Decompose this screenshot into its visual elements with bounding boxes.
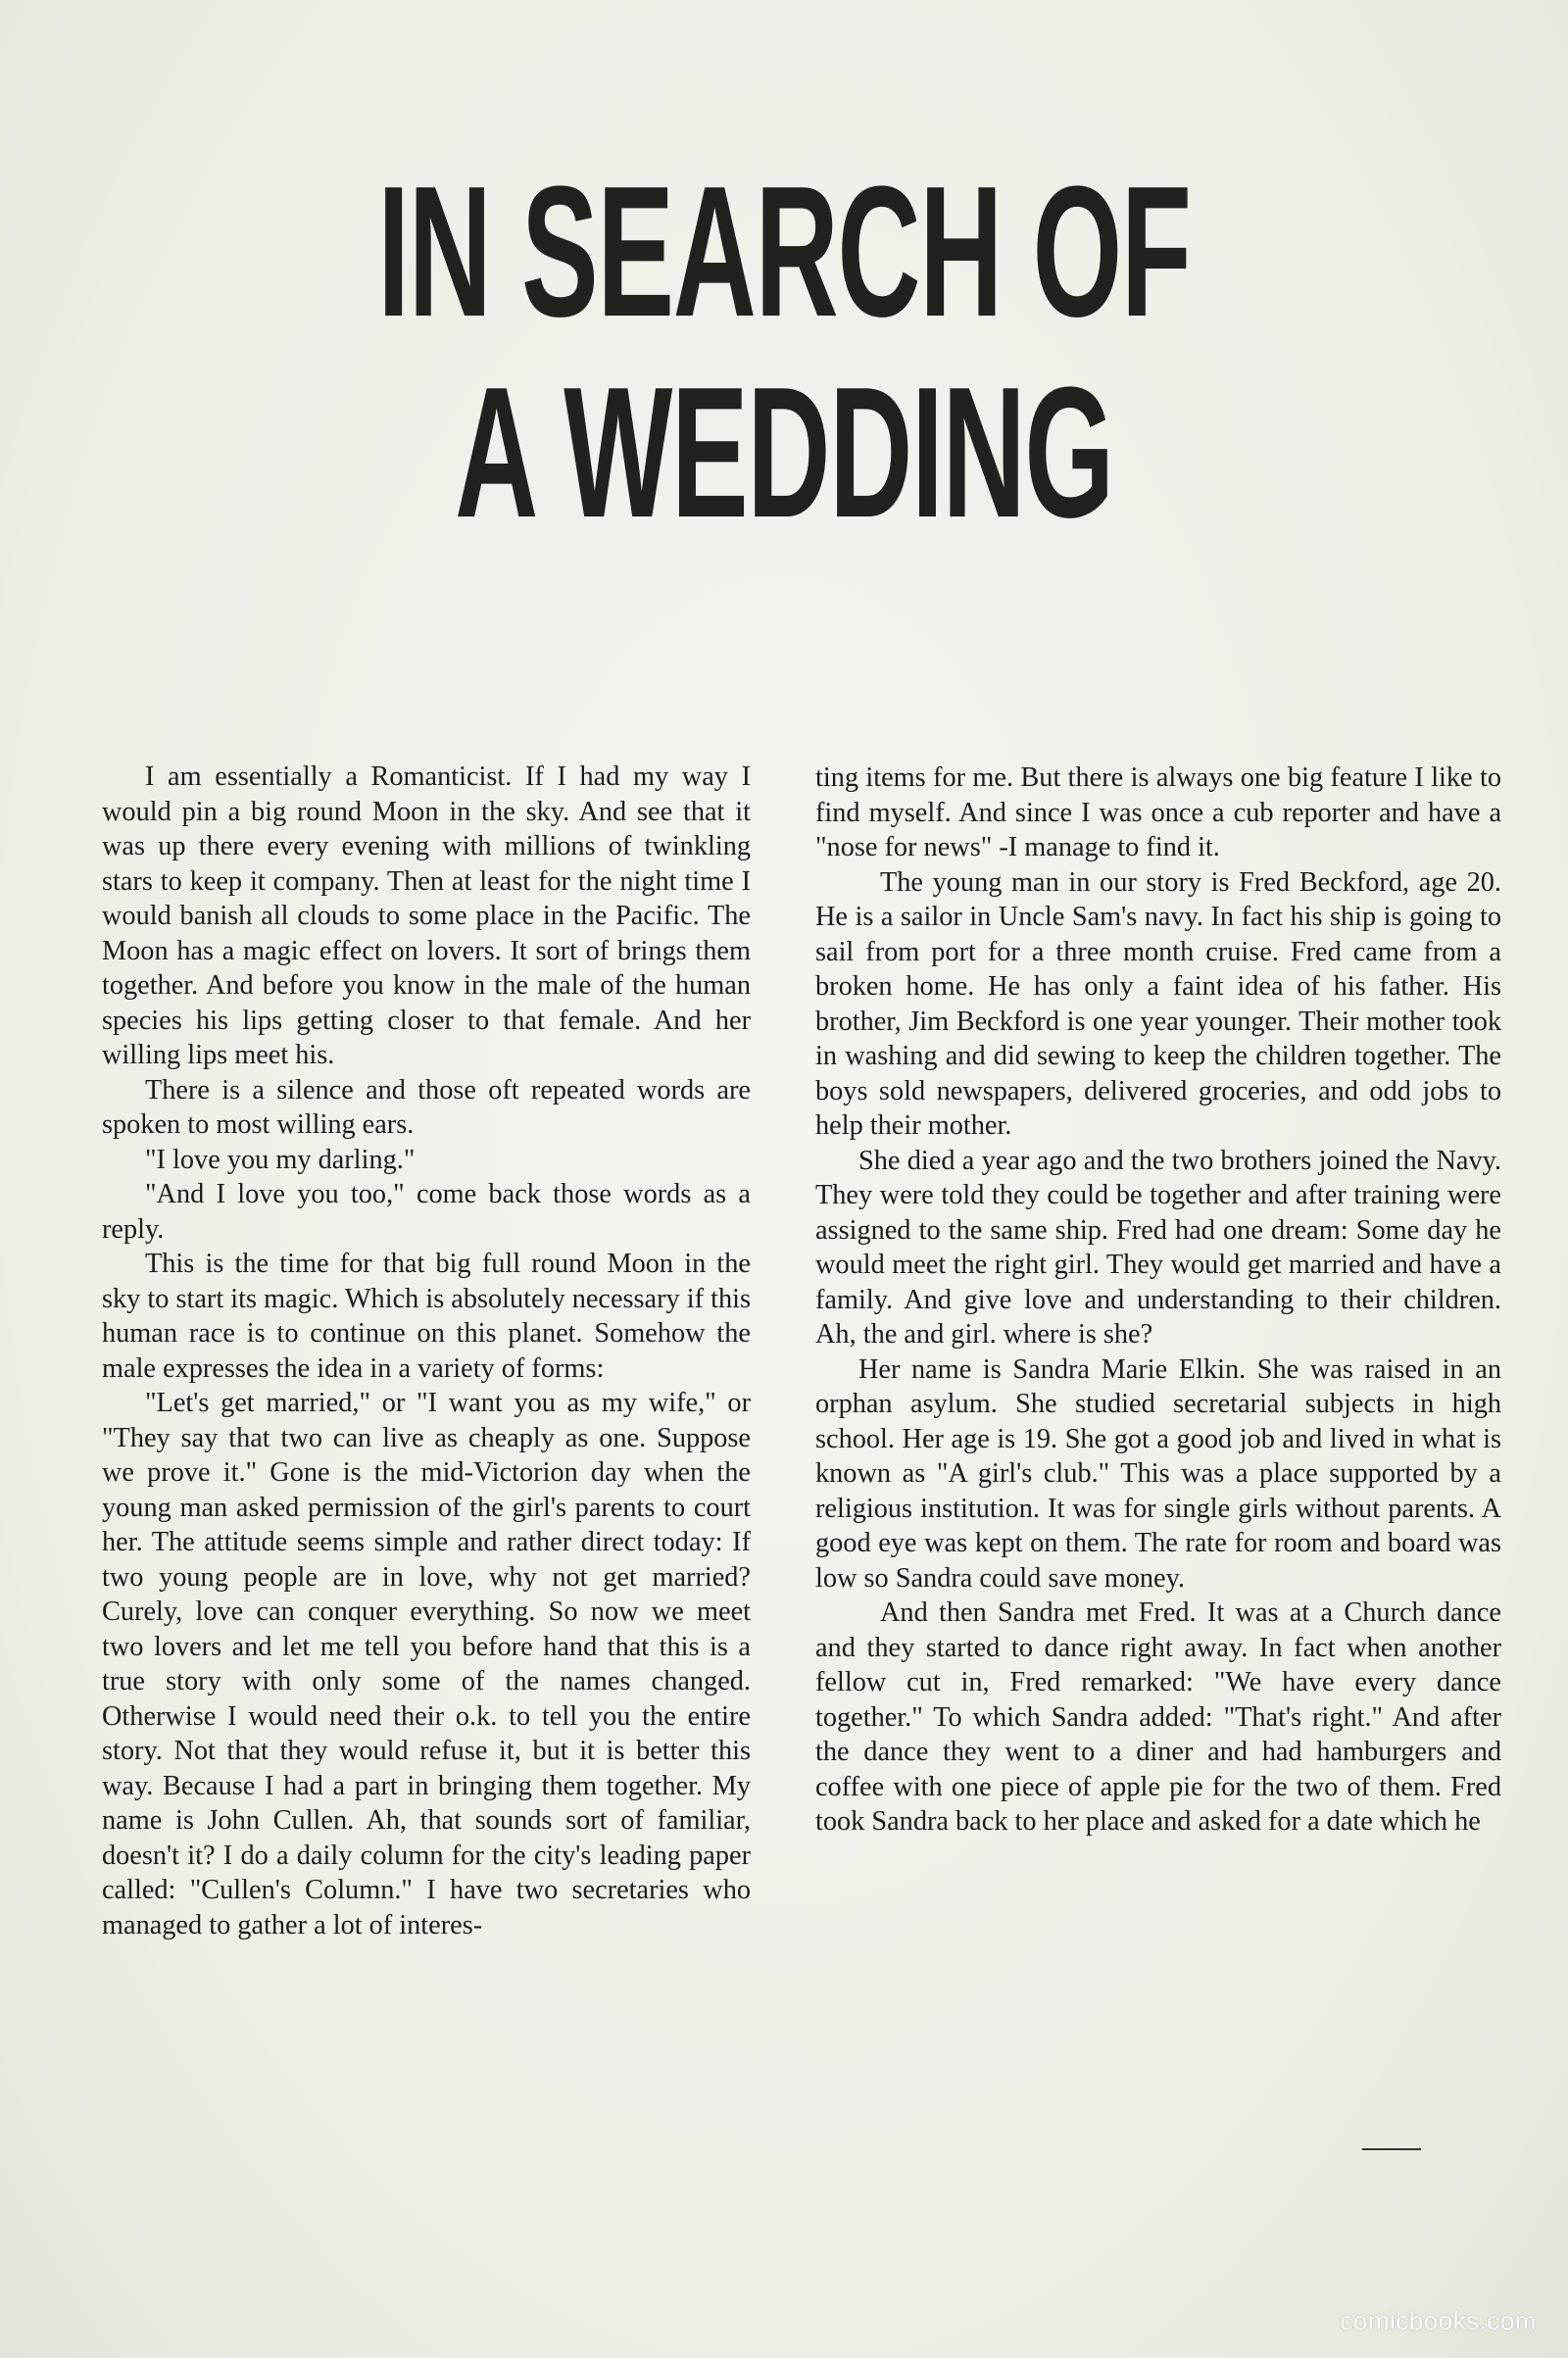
paragraph: And then Sandra met Fred. It was at a Church dance and they started to dance right away. In fact when another fellow cut in, Fred remarked: "We have every dance together." To which Sandra added: "That's right." And after the dance they went to a diner and had hamburgers and coffee with one piece of apple pie for the two of them. Fred took Sandra back to her place and asked for a date which he [815, 1597, 1501, 1837]
title-line-1: IN SEARCH OF [377, 148, 1191, 356]
paragraph: The young man in our story is Fred Beckford, age 20. He is a sailor in Uncle Sam's navy. In fact his ship is going to sail from port for a three month cruise. Fred came from a broken home. He has only a faint idea of his father. His brother, Jim Beckford is one year younger. Their mother took in washing and did sewing to keep the children together. The boys sold newspapers, delivered groceries, and odd jobs to help their mother. [815, 866, 1501, 1141]
paragraph: This is the time for that big full round Moon in the sky to start its magic. Which is absolutely necessary if this human race is to continue on this planet. Somehow the male expresses the idea in a variety of forms: [102, 1249, 751, 1384]
article-title [298, 148, 1270, 557]
paragraph: "And I love you too," come back those words as a reply. [102, 1179, 751, 1245]
watermark: comicbooks.com [1340, 2306, 1537, 2335]
right-column [815, 761, 1501, 1840]
title-line-2: A WEDDING [455, 349, 1113, 557]
left-column [102, 760, 751, 1942]
paragraph: There is a silence and those oft repeated words are spoken to most willing ears. [102, 1074, 751, 1140]
paragraph: I am essentially a Romanticist. If I had my way I would pin a big round Moon in the sky. And see that it was up there every evening with millions of twinkling stars to keep it company. Then at least for the night time I would banish all clouds to some place in the Pacific. The Moon has a magic effect on lovers. It sort of brings them together. And before you know in the male of the human species his lips getting closer to that female. And her willing lips meet his. [102, 761, 751, 1070]
paragraph: "I love you my darling." [145, 1144, 416, 1175]
paragraph: ting items for me. But there is always one big feature I like to find myself. And since I was once a cub reporter and have a "nose for news" -I manage to find it. [815, 762, 1501, 862]
end-dash [1362, 2148, 1421, 2150]
paragraph: She died a year ago and the two brothers joined the Navy. They were told they could be together and after training were assigned to the same ship. Fred had one dream: Some day he would meet the right girl. They would get married and have a family. And give love and understanding to their children. Ah, the and girl. where is she? [815, 1145, 1501, 1350]
paragraph: "Let's get married," or "I want you as my wife," or "They say that two can live as cheaply as one. Suppose we prove it." Gone is the mid-Victorion day when the young man asked permission of the girl's parents to court her. The attitude seems simple and rather direct today: If two young people are in love, why not get married? Curely, love can conquer everything. So now we meet two lovers and let me tell you before hand that this is a true story with only some of the names changed. Otherwise I would need their o.k. to tell you the entire story. Not that they would refuse it, but it is better this way. Because I had a part in bringing them together. My name is John Cullen. Ah, that sounds sort of familiar, doesn't it? I do a daily column for the city's leading paper called: "Cullen's Column." I have two secretaries who managed to gather a lot of interes- [102, 1388, 751, 1940]
paragraph: Her name is Sandra Marie Elkin. She was raised in an orphan asylum. She studied secretarial subjects in high school. Her age is 19. She got a good job and lived in what is known as "A girl's club." This was a place supported by a religious institution. It was for single girls without parents. A good eye was kept on them. The rate for room and board was low so Sandra could save money. [815, 1353, 1501, 1594]
